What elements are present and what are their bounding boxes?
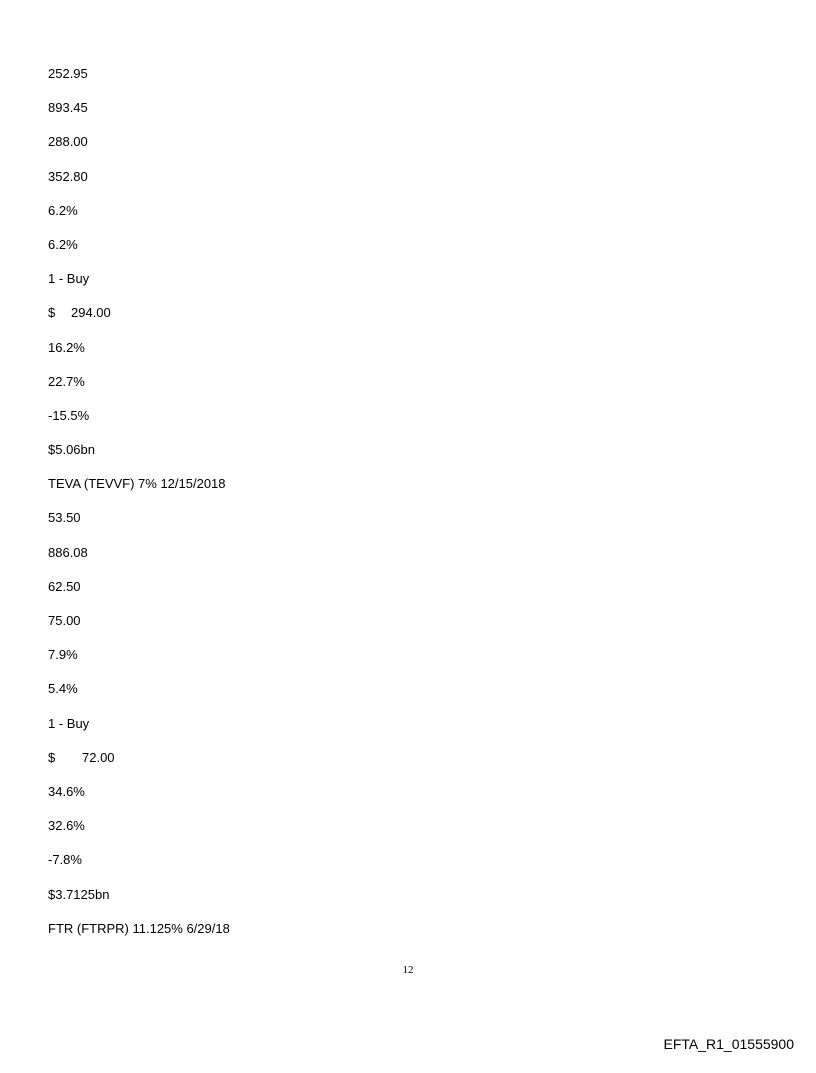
price-target-value: 294.00 (71, 305, 111, 321)
text-line: 53.50 (48, 510, 81, 526)
text-lines (48, 64, 230, 953)
text-line: -15.5% (48, 407, 90, 423)
text-line: 352.80 (48, 168, 88, 184)
text-line: -7.8% (48, 852, 82, 868)
page-number: 12 (402, 964, 414, 976)
text-line: 7.9% (48, 647, 78, 663)
text-line: 252.95 (48, 66, 88, 81)
text-line: 62.50 (48, 578, 81, 594)
text-line: 288.00 (48, 134, 88, 150)
document-id: EFTA_R1_01555900 (663, 1036, 794, 1052)
text-line: 22.7% (48, 373, 85, 389)
price-target-line (48, 748, 230, 782)
text-line: 1 - Buy (48, 271, 90, 287)
text-line: 893.45 (48, 100, 88, 116)
text-line: $3.7125bn (48, 886, 110, 902)
text-line: 6.2% (48, 202, 78, 218)
text-line: 6.2% (48, 236, 78, 252)
security-heading: TEVA (TEVVF) 7% 12/15/2018 (48, 476, 226, 492)
text-line: 1 - Buy (48, 715, 90, 731)
price-target-value: 72.00 (82, 749, 115, 765)
security-heading: FTR (FTRPR) 11.125% 6/29/18 (48, 920, 230, 936)
currency-symbol: $ (48, 305, 56, 321)
text-line: 5.4% (48, 681, 78, 697)
text-line: 75.00 (48, 613, 81, 628)
currency-symbol: $ (48, 749, 56, 765)
text-line: 16.2% (48, 339, 85, 355)
text-line: 886.08 (48, 544, 88, 560)
text-line: $5.06bn (48, 442, 95, 458)
price-target-line (48, 303, 230, 337)
text-line: 34.6% (48, 783, 85, 799)
text-line: 32.6% (48, 818, 85, 834)
